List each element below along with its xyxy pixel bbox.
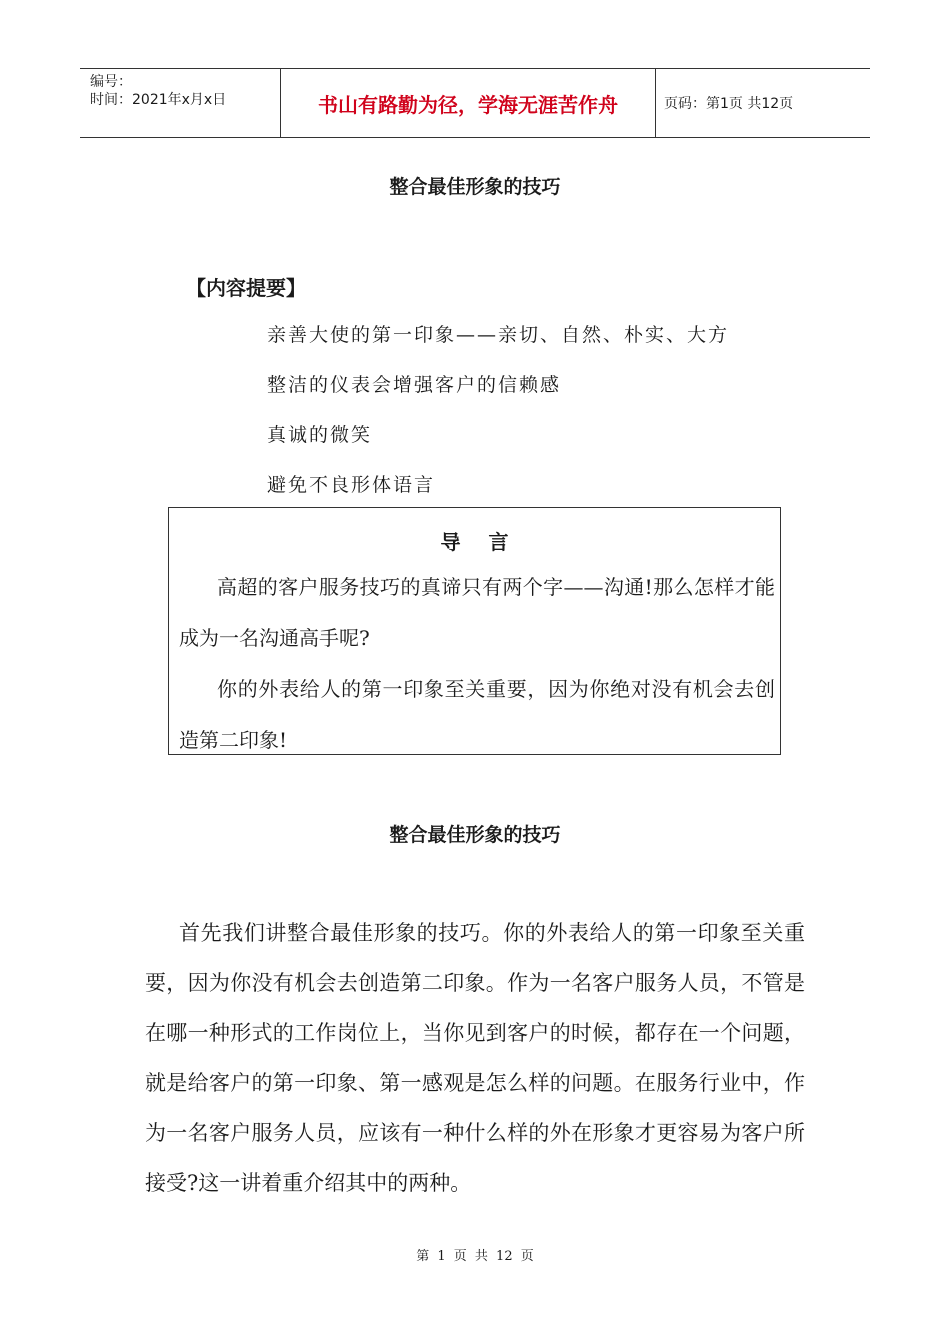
time-label: 时间：2021年x月x日	[90, 92, 227, 108]
header-motto: 书山有路勤为径，学海无涯苦作舟	[280, 69, 656, 137]
summary-item: 真诚的微笑	[267, 424, 373, 446]
summary-item: 亲善大使的第一印象——亲切、自然、朴实、大方	[267, 324, 730, 346]
number-label: 编号：	[90, 74, 132, 90]
page-header	[80, 68, 870, 138]
intro-box	[168, 507, 781, 755]
document-title: 整合最佳形象的技巧	[389, 176, 561, 198]
summary-heading: 【内容提要】	[186, 276, 306, 300]
summary-item: 避免不良形体语言	[267, 474, 436, 496]
summary-item: 整洁的仪表会增强客户的信赖感	[267, 374, 562, 396]
intro-title: 导言	[440, 530, 537, 554]
page-footer: 第 1 页 共 12 页	[416, 1249, 534, 1264]
header-meta	[80, 69, 280, 137]
intro-paragraph: 高超的客户服务技巧的真谛只有两个字——沟通!那么怎样才能成为一名沟通高手呢?	[179, 575, 775, 650]
section-title: 整合最佳形象的技巧	[389, 824, 561, 846]
body-paragraph: 首先我们讲整合最佳形象的技巧。你的外表给人的第一印象至关重要，因为你没有机会去创造第二印象。作为一名客户服务人员，不管是在哪一种形式的工作岗位上，当你见到客户的时候，都存在一个问题，就是给客户的第一印象、第一感观是怎么样的问题。在服务行业中，作为一名客户服务人员，应该有一种什么样的外在形象才更容易为客户所接受?这一讲着重介绍其中的两种。	[145, 921, 805, 1195]
intro-paragraph: 你的外表给人的第一印象至关重要，因为你绝对没有机会去创造第二印象!	[179, 677, 775, 752]
header-page-info: 页码：第1页 共12页	[664, 96, 794, 112]
